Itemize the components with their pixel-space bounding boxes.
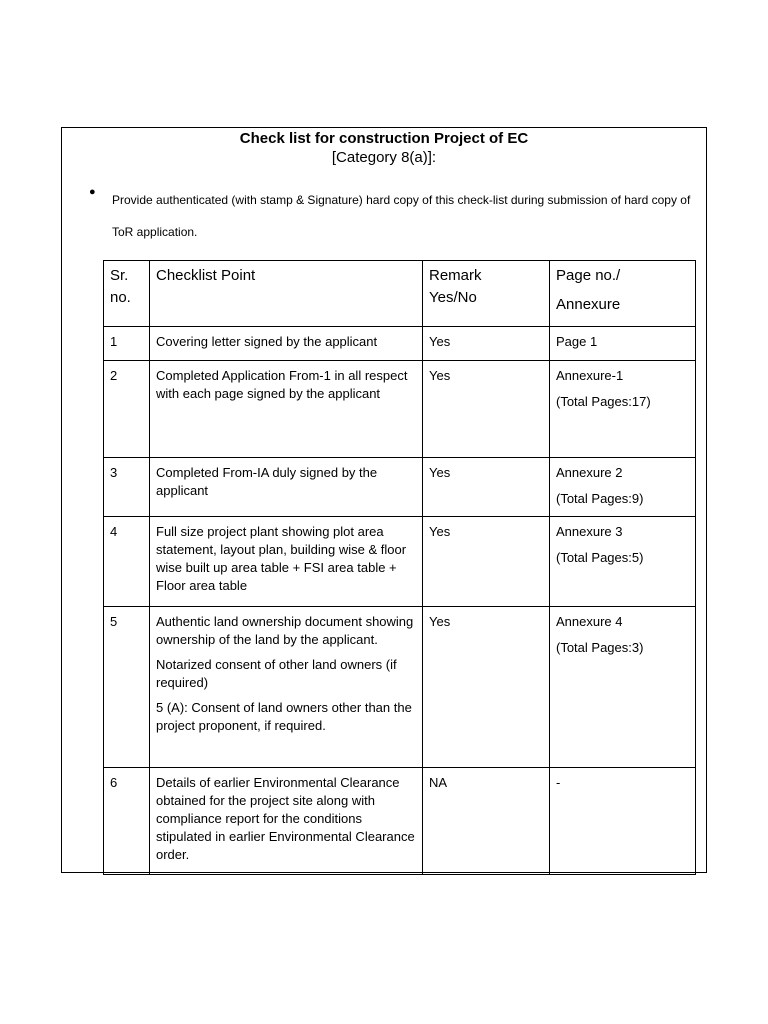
page-cell: Annexure 3 (Total Pages:5) [550, 517, 696, 607]
point-cell: Covering letter signed by the applicant [150, 327, 423, 361]
table-row [104, 768, 696, 875]
page-cell: Annexure 4 (Total Pages:3) [550, 607, 696, 768]
remark-cell: Yes [423, 458, 550, 517]
point-cell: Completed Application From-1 in all respect with each page signed by the applicant [150, 361, 423, 458]
remark-cell: NA [423, 768, 550, 875]
sr-cell: 4 [104, 517, 150, 607]
header-page-annexure: Page no./ Annexure [550, 261, 696, 327]
bullet-icon: ● [89, 186, 96, 198]
point-cell: Details of earlier Environmental Clearance obtained for the project site along with compliance report for the conditions stipulated in earlier Environmental Clearance order. [150, 768, 423, 875]
document-subtitle: [Category 8(a)]: [331, 149, 437, 166]
header-sr-no: Sr. no. [104, 261, 150, 327]
instruction-text: Provide authenticated (with stamp & Signature) hard copy of this check-list during submission of hard copy of ToR application. [112, 193, 691, 239]
point-cell: Completed From-IA duly signed by the applicant [150, 458, 423, 517]
table-row [104, 327, 696, 361]
sr-cell: 3 [104, 458, 150, 517]
checklist-table [103, 260, 696, 875]
table-header-row [104, 261, 696, 327]
sr-cell: 5 [104, 607, 150, 768]
point-cell: Full size project plant showing plot area statement, layout plan, building wise & floor wise built up area table + FSI area table + Floor area table [150, 517, 423, 607]
remark-cell: Yes [423, 607, 550, 768]
checklist-document [61, 127, 707, 873]
sr-cell: 1 [104, 327, 150, 361]
table-row [104, 361, 696, 458]
point-cell: Authentic land ownership document showing ownership of the land by the applicant. Notarized consent of other land owners (if required) 5 (A): Consent of land owners other than the project proponent, if required. [150, 607, 423, 768]
remark-cell: Yes [423, 361, 550, 458]
sr-cell: 6 [104, 768, 150, 875]
remark-cell: Yes [423, 517, 550, 607]
page-cell: Annexure 2 (Total Pages:9) [550, 458, 696, 517]
page-cell: - [550, 768, 696, 875]
document-title: Check list for construction Project of EC [239, 130, 529, 147]
table-row [104, 458, 696, 517]
page-cell: Annexure-1 (Total Pages:17) [550, 361, 696, 458]
table-row [104, 607, 696, 768]
table-row [104, 517, 696, 607]
header-checklist-point: Checklist Point [150, 261, 423, 327]
page-cell: Page 1 [550, 327, 696, 361]
remark-cell: Yes [423, 327, 550, 361]
header-remark: Remark Yes/No [423, 261, 550, 327]
sr-cell: 2 [104, 361, 150, 458]
